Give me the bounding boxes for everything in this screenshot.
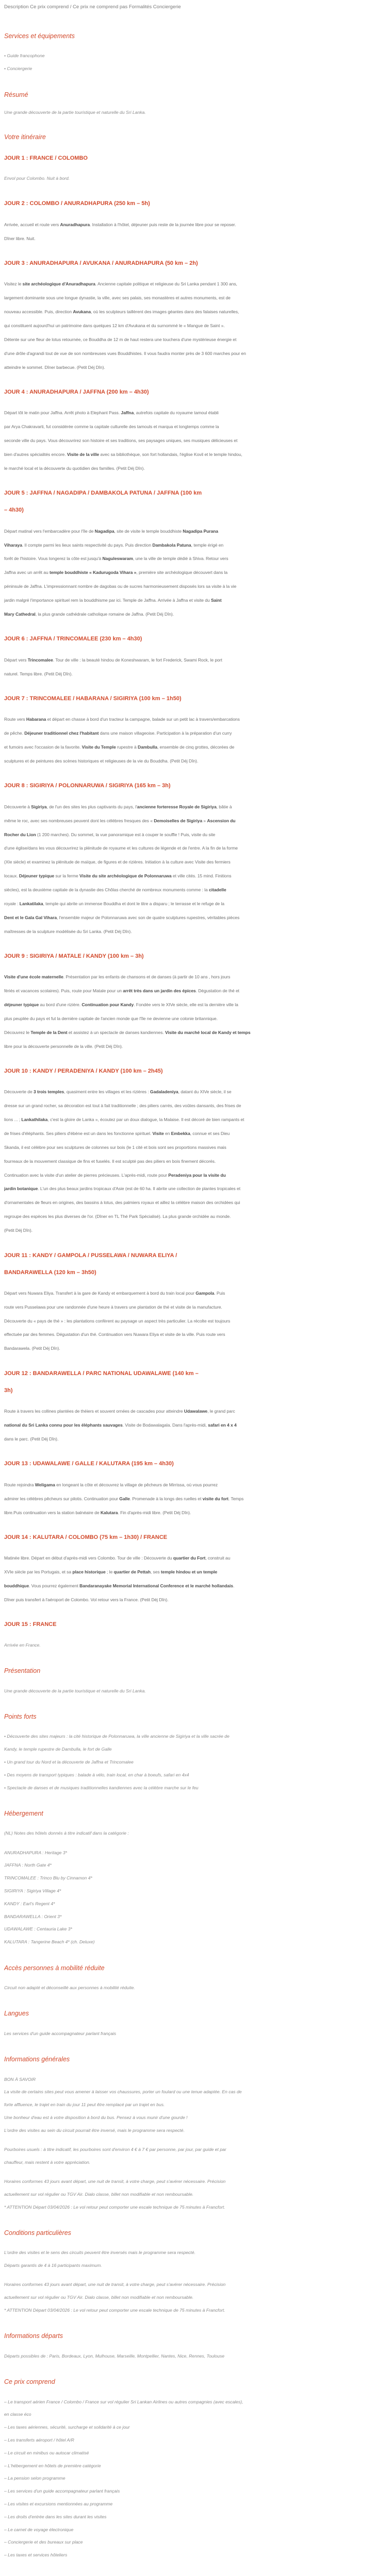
day-heading: JOUR 4 : ANURADHAPURA / JAFFNA (200 km – 4h30) xyxy=(4,389,149,395)
info-line: Une grande découverte de la partie touristique et naturelle du Sri Lanka. xyxy=(4,1688,146,1693)
day-heading: JOUR 10 : KANDY / PERADENIYA / KANDY (100 km – 2h45) xyxy=(4,1068,163,1074)
body-text-line: Mary Cathedral, la plus grande cathédrale catholique romaine de Jaffna. (Petit Déj Dîn). xyxy=(4,612,174,617)
emphasized-text: Sigiriya xyxy=(31,804,47,809)
body-text-line: Départ vers Trincomalee. Tour de ville : la beauté hindou de Koneshwaram, le fort Frederick, Swami Rock, le port xyxy=(4,657,222,663)
emphasized-text: Avukana xyxy=(73,309,91,314)
body-text-line: seconde ville du pays. Vous découvrirez son histoire et ses traditions, ses paysages uniques, ses musiques délicieuses et xyxy=(4,438,238,443)
body-text-line: plus peuplée du pays et fut la dernière capitale de l'ancien monde que l'île ne devienne une colonie britannique. xyxy=(4,1016,218,1021)
day-heading: JOUR 15 : FRANCE xyxy=(4,1621,57,1628)
info-line: forte affluence, le trajet en train du jour 11 peut être remplacé par un trajet en bus. xyxy=(4,2102,165,2107)
info-line: – Conciergerie et des bureaux sur place xyxy=(4,2539,83,2545)
body-text-line: le marché local et la découverte du quotidien des familles. (Petit Déj Dîn). xyxy=(4,466,145,471)
body-text-line: lions ... ; Lankathilaka, c'est la gloire de Lanka », écoutez par un doux dialogue, la Malaise. Il est décoré de bien rampants et xyxy=(4,1117,245,1122)
day-heading: JOUR 1 : FRANCE / COLOMBO xyxy=(4,155,88,161)
day-heading: – 4h30) xyxy=(4,507,24,513)
emphasized-text: Demoiselles de Sigiriya xyxy=(154,818,202,823)
info-line: JAFFNA : North Gate 4* xyxy=(4,1862,52,1868)
body-text-line: Détente sur une fleur de lotus retournée, ce Bouddha de 12 m de haut restera une touchera d'une mystérieuse énergie et xyxy=(4,337,237,342)
body-text-line: de pêche. Déjeuner traditionnel chez l'habitant dans une maison villageoise. Participation à la préparation d'un curry xyxy=(4,731,232,736)
body-text-line: Route vers Habarana et départ en chasse à bord d'un tracteur la campagne, balade sur un petit lac à travers/embarcations xyxy=(4,717,240,722)
emphasized-text: déjeuner typique xyxy=(4,1002,39,1007)
body-text-line: Visite d'une école maternelle. Présentation par les enfants de chansons et de danses (à partir de 10 ans , hors jours xyxy=(4,974,231,979)
day-heading: JOUR 7 : TRINCOMALEE / HABARANA / SIGIRIYA (100 km – 1h50) xyxy=(4,696,182,702)
day-heading: JOUR 11 : KANDY / GAMPOLA / PUSSELAWA / NUWARA ELIYA / xyxy=(4,1252,177,1259)
info-line: L'ordre des visites au sein du circuit pourrait être inversé, mais le programme sera respecté. xyxy=(4,2128,185,2133)
body-text-line: déjeuner typique au bord d'une rizière. Continuation pour Kandy. Fondée vers le XIVe siècle, elle est la dernière ville la xyxy=(4,1002,238,1007)
info-line: * ATTENTION Départ 03/04/2026 : Le vol retour peut comporter une escale technique de 75 minutes à Francfort. xyxy=(4,2205,225,2210)
body-text-line: fourreaux de la mouvement classique de fins et fuselés. Il est sculpté pas des piliers en bois finement décorés. xyxy=(4,1159,216,1164)
emphasized-text: 3 trois temples xyxy=(33,1089,64,1094)
emphasized-text: Nagadipa xyxy=(94,529,115,534)
info-line: La visite de certains sites peut vous amener à laisser vos chaussures, porter un foulard ou une tenue adaptée. En cas de xyxy=(4,2089,242,2094)
emphasized-text: Visite du marché local de Kandy et temps xyxy=(165,1030,251,1035)
body-text-line: Route à travers les collines plantées de théiers et souvent ornées de cascades pour atteindre Udawalawe, le grand parc xyxy=(4,1409,235,1414)
info-line: (NL) Notes des hôtels donnés à titre indicatif dans la catégorie : xyxy=(4,1831,129,1836)
section-heading: Langues xyxy=(4,2010,29,2017)
emphasized-text: Habarana xyxy=(26,717,46,722)
info-line: Départs possibles de : Paris, Bordeaux, Lyon, Mulhouse, Marseille, Montpellier, Nantes, Nice, Rennes, Toulouse xyxy=(4,2353,225,2359)
emphasized-text: Dambakola Patuna xyxy=(152,543,191,548)
body-text-line: Bandarawela. (Petit Déj Dîn). xyxy=(4,1346,60,1351)
body-text-line: même le roc, avec ses nombreuses peuvent dont les célèbres fresques des « Demoiselles de Sigiriya » Ascension du xyxy=(4,818,236,823)
body-text-line: naturel. Temps libre. (Petit Déj Dîn). xyxy=(4,671,73,676)
body-text-line: Continuation avec la visite d'un atelier de pierres précieuses. L'après-midi, route pour Peradeniya pour la visite du xyxy=(4,1173,226,1178)
body-text-line: libre.Puis continuation vers la station balnéaire de Kalutara. Fin d'après-midi libre. (Petit Déj Dîn). xyxy=(4,1510,191,1515)
info-line: • Guide francophone xyxy=(4,53,45,58)
body-text-line: admirer les célèbres pêcheurs sur pilotis. Continuation pour Galle. Promenade à la longs des ruelles et visite du fort. Temps xyxy=(4,1496,244,1501)
info-line: – Les transferts aéroport / hôtel A/R xyxy=(4,2437,74,2443)
body-text-line: Départ vers Nuwara Eliya. Transfert à la gare de Kandy et embarquement à bord du train local pour Gampola. Puis xyxy=(4,1291,225,1296)
body-text-line: Découverte à Sigiriya, de l'un des sites les plus captivants du pays, l'ancienne forteresse Royale de Sigiriya, bâtie à xyxy=(4,804,232,809)
emphasized-text: quartier de Pettah xyxy=(113,1569,151,1574)
info-line: – Les droits d'entrée dans les sites durant les visites xyxy=(4,2514,107,2519)
info-line: Départs garantis de 4 à 16 participants maximum. xyxy=(4,2263,102,2268)
info-line: – Le carnet de voyage électronique xyxy=(4,2527,74,2532)
emphasized-text: quartier du Fort xyxy=(173,1555,206,1561)
body-text-line: Skanda, il est célèbre pour ses sculptures de colonnes sur bois (le 1 cité et bois sont ses proportions massives mais xyxy=(4,1145,226,1150)
section-heading: Points forts xyxy=(4,1713,37,1720)
emphasized-text: Visite du Temple xyxy=(82,744,116,750)
emphasized-text: Trincomalee xyxy=(27,657,53,663)
body-text-line: bien d'autres spécialités encore. Visite de la ville avec sa bibliothèque, son fort hollandais, l'église Kovil et le temple hindou, xyxy=(4,452,242,457)
emphasized-text: bouddhique xyxy=(4,1583,29,1588)
day-heading: BANDARAWELLA (120 km – 3h50) xyxy=(4,1269,96,1276)
emphasized-text: Ascension du xyxy=(207,818,236,823)
section-heading: Informations générales xyxy=(4,2056,70,2063)
info-line: – Les taxes aériennes, sécurité, surcharge et solidarité à ce jour xyxy=(4,2425,130,2430)
body-text-line: Découverte de 3 trois temples, quasiment entre les villages et les rizières : Gadaladeniya, datant du XIVe siècle, il se xyxy=(4,1089,232,1094)
body-text-line: qui constituent aujourd'hui un patrimoine dans quelques 12 km d'Avukana et du surnommé le « Mangue de Saint ». xyxy=(4,323,225,328)
body-text-line: sculptures et de peintures des scènes historiques et religieuses de la vie du Bouddha. (Petit Déj Dîn). xyxy=(4,758,199,764)
emphasized-text: Kalutara xyxy=(100,1510,118,1515)
info-line: KANDY : Earl's Regent 4* xyxy=(4,1901,55,1906)
info-line: – Le circuit en minibus ou autocar climatisé xyxy=(4,2450,89,2455)
info-line: chauffeur, mais restent à votre appréciation. xyxy=(4,2160,91,2165)
body-text-line: d'une drôle d'agrandi tout de vue de son nombreuses vues Bouddhistes. Il vous faudra monter près de 3 600 marches pour en xyxy=(4,351,246,356)
emphasized-text: Weligama xyxy=(35,1482,55,1487)
body-text-line: forêt de l'histoire. Vous longerez la côte est jusqu'à Naguleswaram, une la ville de temple dédié à Shiva. Retour vers xyxy=(4,556,229,561)
body-text-line: Départ tôt le matin pour Jaffna. Arrêt photo à Elephant Pass. Jaffna, autrefois capitale du royaume tamoul établi xyxy=(4,410,219,415)
info-line: Une grande découverte de la partie touristique et naturelle du Sri Lanka. xyxy=(4,110,146,115)
info-line: Horaires conformes 43 jours avant départ, une nuit de transit, à votre charge, peut s'avérer nécessaire. Précision xyxy=(4,2179,226,2184)
body-text-line: largement dominante sous une longue dynastie, la ville, avec ses palais, ses monastères et autres monuments, est de xyxy=(4,295,231,300)
info-line: Circuit non adapté et déconseillé aux personnes à mobilité réduite. xyxy=(4,1985,135,1990)
emphasized-text: Gampola xyxy=(196,1291,215,1296)
body-text-line: Viharaya. Il compte parmi les lieux saints respectivité du pays. Puis direction Dambakola Patuna, temple érigé en xyxy=(4,543,224,548)
info-line: BANDARAWELLA : Orient 3* xyxy=(4,1914,62,1919)
day-heading: JOUR 8 : SIGIRIYA / POLONNARUWA / SIGIRIYA (165 km – 3h) xyxy=(4,783,171,789)
emphasized-text: arrêt très dans un jardin des épices xyxy=(123,988,196,993)
info-line: TRINCOMALEE : Trinco Blu by Cinnamon 4* xyxy=(4,1875,92,1880)
body-text-line: jardin botanique. L'un des plus beaux jardins tropicaux d'Asie (est de 60 ha. Il abrite une collection de plantes tropicales et xyxy=(4,1186,241,1191)
body-text-line: maîtresses de la sculpture modélisée du Sri Lanka. (Petit Déj Dîn). xyxy=(4,929,132,934)
body-text-line: nouveau accessible. Puis, direction Avukana, où les sculpteurs taillèrent des images géantes dans des falaises naturelles, xyxy=(4,309,239,314)
body-text-line: regroupe des espèces les plus diverses de l'or. (Dîner en TL Thé Park Spécialisé). La plus grande orchidée au monde. xyxy=(4,1214,231,1219)
emphasized-text: Visite d'une école maternelle xyxy=(4,974,63,979)
day-heading: JOUR 13 : UDAWALAWE / GALLE / KALUTARA (195 km – 4h30) xyxy=(4,1461,174,1467)
info-line: * ATTENTION Départ 03/04/2026 : Le vol retour peut comporter une escale technique de 75 minutes à Francfort. xyxy=(4,2308,225,2313)
section-heading: Présentation xyxy=(4,1667,41,1674)
day-heading: JOUR 2 : COLOMBO / ANURADHAPURA (250 km – 5h) xyxy=(4,200,150,207)
emphasized-text: Dent et le Gala Gal Vihara xyxy=(4,915,57,920)
body-text-line: d'ornamentales de fleurs en origines, des bassins à lotus, des palmiers royaux et aillez la célèbre maison des orchidées qui xyxy=(4,1200,240,1205)
day-heading: JOUR 6 : JAFFNA / TRINCOMALEE (230 km – 4h30) xyxy=(4,636,142,642)
emphasized-text: Gadaladeniya xyxy=(150,1089,178,1094)
emphasized-text: Galle xyxy=(119,1496,130,1501)
emphasized-text: Viharaya xyxy=(4,543,22,548)
emphasized-text: Lankatilaka xyxy=(19,901,43,906)
emphasized-text: Continuation pour Kandy xyxy=(82,1002,134,1007)
section-heading: Informations départs xyxy=(4,2332,63,2340)
emphasized-text: Bandaranayake Memorial International Conference et le marché hollandais xyxy=(79,1583,233,1588)
info-line: • Des moyens de transport typiques : balade à vélo, train local, en char à boeufs, safari en 4x4 xyxy=(4,1772,189,1777)
body-text-line: et fumoirs avec l'occasion de la favorite. Visite du Temple rupestre à Dambulla, ensemble de cinq grottes, décorées de xyxy=(4,744,235,750)
section-heading: Accès personnes à mobilité réduite xyxy=(4,1964,105,1972)
info-line: – Le transport aérien France / Colombo / France sur vol régulier Sri Lankan Airlines ou autres compagnies (avec escales), xyxy=(4,2399,243,2404)
body-text-line: route vers Pusselawa pour une randonnée d'une heure à travers une plantation de thé et visite de la manufacture. xyxy=(4,1304,222,1310)
emphasized-text: Lankathilaka xyxy=(21,1117,48,1122)
info-line: L'ordre des visites et le sens des circuits peuvent être inversés mais le programme sera respecté. xyxy=(4,2250,196,2255)
breadcrumb-links[interactable]: Description Ce prix comprend / Ce prix ne comprend pas Formalités Conciergerie xyxy=(4,4,181,10)
info-line: – La pension selon programme xyxy=(4,2476,66,2481)
body-text-line: Dent et le Gala Gal Vihara, l'ensemble majeur de Polonnaruwa avec son de quatre sculptures rupestres, véritables pièces xyxy=(4,915,240,920)
body-text-line: Visitez le site archéologique d'Anuradhapura. Ancienne capitale politique et religieuse du Sri Lanka pendant 1 300 ans, xyxy=(4,281,237,286)
emphasized-text: Udawalawe xyxy=(184,1409,208,1414)
info-line: Envol pour Colombo. Nuit à bord. xyxy=(4,176,70,181)
info-line: Horaires conformes 43 jours avant départ, une nuit de transit, à votre charge, peut s'avérer nécessaire. Précision xyxy=(4,2282,226,2287)
body-text-line: Jaffna avec un arrêt au temple bouddhiste « Kadurugoda Vihara », première site archéologique découvert dans la xyxy=(4,570,228,575)
body-text-line: Découverte du « pays de thé » : les plantations confèrent au paysage un aspect très particulier. La récolte est toujours xyxy=(4,1318,231,1324)
emphasized-text: national du Sri Lanka connu pour les éléphants sauvages xyxy=(4,1422,123,1428)
emphasized-text: visite du fort xyxy=(202,1496,229,1501)
emphasized-text: ancienne forteresse Royale de Sigiriya xyxy=(137,804,217,809)
info-line: UDAWALAWE : Centauria Lake 3* xyxy=(4,1926,72,1931)
emphasized-text: Déjeuner traditionnel chez l'habitant xyxy=(24,731,99,736)
emphasized-text: site archéologique d'Anuradhapura xyxy=(22,281,95,286)
body-text-line: d'une église/dans les vous découvrirez la plénitude de royaume et les cultures de légende et de l'entre. A la fin de la forme xyxy=(4,845,238,851)
emphasized-text: Naguleswaram xyxy=(102,556,133,561)
body-text-line: siècles), est la deuxième capitale de la dynastie des Chôlas cherché de nombreux monuments comme : la citadelle xyxy=(4,887,226,892)
info-line: Arrivée en France. xyxy=(4,1642,41,1648)
emphasized-text: Embekka xyxy=(171,1131,190,1136)
emphasized-text: Anuradhapura xyxy=(60,222,90,227)
emphasized-text: Peradeniya pour la visite du xyxy=(168,1173,226,1178)
info-line: actuellement sur vol régulier ou TGV Air. Dialo classe, billet non modifiable et non remboursable. xyxy=(4,2295,194,2300)
day-heading: JOUR 5 : JAFFNA / NAGADIPA / DAMBAKOLA PATUNA / JAFFNA (100 km xyxy=(4,490,202,496)
info-line: SIGIRIYA : Sigiriya Village 4* xyxy=(4,1888,61,1893)
body-text-line: libre pour la découverte personnelle de la ville. (Petit Déj Dîn). xyxy=(4,1044,123,1049)
emphasized-text: temple bouddhiste « Kadurugoda Vihara » xyxy=(49,570,137,575)
emphasized-text: Visite du site archéologique de Polonnaruwa xyxy=(79,873,172,878)
day-heading: 3h) xyxy=(4,1387,13,1394)
body-text-line: (XIe siècle) et examinez la plénitude de maïque, de figures et de rizières. Initiation à la culture avec Visite des fermiers xyxy=(4,859,231,865)
body-text-line: péninsule de Jaffna. L'impressionnant nombre de dagobas ou de sucres harmonieusement disposés lors sa visite à la vie xyxy=(4,584,237,589)
body-text-line: locaux. Déjeuner typique sur la ferme Visite du site archéologique de Polonnaruwa et ville cités. 15 mind. Finitions xyxy=(4,873,232,878)
body-text-line: dans le parc. (Petit Déj Dîn). xyxy=(4,1436,59,1442)
emphasized-text: Saint xyxy=(210,598,222,603)
day-heading: JOUR 9 : SIGIRIYA / MATALE / KANDY (100 km – 3h) xyxy=(4,953,144,959)
body-text-line: de frises d'éléphants. Ses piliers d'ébène est un dans les fonctionne spirituel. Visite en Embekka, connue et ses Dieu xyxy=(4,1131,230,1136)
section-heading: Votre itinéraire xyxy=(4,133,46,141)
emphasized-text: Visite de la ville xyxy=(67,452,100,457)
section-heading: Hébergement xyxy=(4,1810,43,1817)
info-line: – Les taxes et services hôteliers xyxy=(4,2552,68,2557)
info-line: KALUTARA : Tangerine Beach 4* (ch. Deluxe) xyxy=(4,1939,95,1944)
emphasized-text: Nagadipa Purana xyxy=(183,529,218,534)
emphasized-text: temple hindou et un temple xyxy=(160,1569,218,1574)
info-line: – Les services d'un guide accompagnateur parlant français xyxy=(4,2488,120,2494)
body-text-line: Découvrez le Temple de la Dent et assistez à un spectacle de danses kandiennes. Visite du marché local de Kandy et temps xyxy=(4,1030,251,1035)
info-line: Kandy, le temple rupestre de Dambulla, le fort de Galle xyxy=(4,1747,112,1752)
info-line: • Découverte des sites majeurs : la cité historique de Polonnaruwa, la ville ancienne de Sigiriya et la ville sacrée de xyxy=(4,1734,230,1739)
info-line: Les services d'un guide accompagnateur parlant français xyxy=(4,2031,117,2036)
body-text-line: bouddhique. Vous pourrez également Bandaranayake Memorial International Conference et le marché hollandais. xyxy=(4,1583,235,1588)
body-text-line: Route rejoindra Weligama en longeant la côte et découvrez la village de pêcheurs de Mirrissa, où vous pourrez xyxy=(4,1482,218,1487)
emphasized-text: Temple de la Dent xyxy=(30,1030,68,1035)
emphasized-text: safari en 4 x 4 xyxy=(208,1422,237,1428)
emphasized-text: Jaffna xyxy=(121,410,134,415)
info-line: en classe éco xyxy=(4,2412,31,2417)
info-line: ANURADHAPURA : Heritage 3* xyxy=(4,1850,67,1855)
info-line: – L'hébergement en hôtels de première catégorie xyxy=(4,2463,101,2468)
section-heading: Ce prix comprend xyxy=(4,2378,55,2385)
body-text-line: Dîner puis transfert à l'aéroport de Colombo. Vol retour vers la France. (Petit Déj Dîn). xyxy=(4,1597,169,1602)
info-line: • Conciergerie xyxy=(4,66,32,71)
info-line: – Les visites et excursions mentionnées au programme xyxy=(4,2501,113,2506)
emphasized-text: Dambulla xyxy=(138,744,157,750)
emphasized-text: jardin botanique xyxy=(4,1186,38,1191)
section-heading: Résumé xyxy=(4,91,28,98)
body-text-line: jardin malgré l'importance spirituel rem la bouddhisme par ici. Temple de Jaffna. Arrivée à Jaffna et visite du Saint xyxy=(4,598,222,603)
section-heading: Services et équipements xyxy=(4,32,75,40)
body-text-line: fériés et vacances scolaires). Puis, route pour Matale pour un arrêt très dans un jardin des épices. Dégustation de thé et xyxy=(4,988,239,993)
info-line: BON À SAVOIR xyxy=(4,2077,36,2082)
body-text-line: Rocher du Lion (1 200 marches). Du sommet, la vue panoramique est à couper le souffle ! Puis, visite du site xyxy=(4,832,216,837)
emphasized-text: Déjeuner typique xyxy=(19,873,55,878)
body-text-line: par Arya Chakravarti, fut considérée comme la capitale culturelle des tamouls et marqua et longtemps comme la xyxy=(4,424,219,429)
info-line: actuellement sur vol régulier ou TGV Air. Dialo classe, billet non modifiable et non remboursable. xyxy=(4,2192,194,2197)
body-text-line: atteindre le sommet. Dîner barbecue. (Petit Déj Dîn). xyxy=(4,365,105,370)
day-heading: JOUR 12 : BANDARAWELLA / PARC NATIONAL UDAWALAWE (140 km – xyxy=(4,1370,199,1377)
day-heading: JOUR 14 : KALUTARA / COLOMBO (75 km – 1h30) / FRANCE xyxy=(4,1534,167,1540)
section-heading: Conditions particulières xyxy=(4,2229,71,2236)
body-text-line: royale : Lankatilaka, temple qui abrite un immense Bouddha et dont le titre a disparu ; le terrasse et le refuge de la xyxy=(4,901,224,906)
body-text-line: Matinée libre. Départ en début d'après-midi vers Colombo. Tour de ville : Découverte du quartier du Fort, construit au xyxy=(4,1555,231,1561)
body-text-line: Départ matinal vers l'embarcadère pour l'île de Nagadipa, site de visite le temple bouddhiste Nagadipa Purana xyxy=(4,529,218,534)
info-line: • Un grand tour du Nord et la découverte de Jaffna et Trincomalee xyxy=(4,1759,134,1765)
emphasized-text: place historique xyxy=(72,1569,106,1574)
body-text-line: (Petit Déj Dîn). xyxy=(4,1228,32,1233)
info-line: Pourboires usuels : à titre indicatif, les pourboires sont d'environ 4 € à 7 € par personne, par jour, par guide et par xyxy=(4,2147,226,2152)
body-text-line: XVIe siècle par les Portugais, et sa place historique ; le quartier de Pettah, ses temple hindou et un temple xyxy=(4,1569,218,1574)
emphasized-text: Rocher du Lion xyxy=(4,832,36,837)
emphasized-text: citadelle xyxy=(208,887,226,892)
info-line: Une bonheur d'eau est à votre disposition à bord du bus. Pensez à vous munir d'une gourde ! xyxy=(4,2115,188,2120)
body-text-line: effectuée par des femmes. Dégustation d'un thé. Continuation vers Nuwara Eliya et visite de la ville. Puis route vers xyxy=(4,1332,225,1337)
emphasized-text: Visite xyxy=(152,1131,164,1136)
body-text-line: Dîner libre. Nuit. xyxy=(4,236,36,241)
info-line: • Spectacle de danses et de musiques traditionnelles kandiennes avec la célèbre marche sur le feu xyxy=(4,1785,199,1790)
emphasized-text: Mary Cathedral xyxy=(4,612,36,617)
body-text-line: dresse sur un grand rocher, sa décoration est tout à fait traditionnelle ; des piliers carrés, des voûtes dansants, des frises de xyxy=(4,1103,241,1108)
body-text-line: national du Sri Lanka connu pour les éléphants sauvages. Visite de Bodawalagala. Dans l'après-midi, safari en 4 x 4 xyxy=(4,1422,237,1428)
day-heading: JOUR 3 : ANURADHAPURA / AVUKANA / ANURADHAPURA (50 km – 2h) xyxy=(4,260,198,266)
body-text-line: Arrivée, accueil et route vers Anuradhapura. Installation à l'hôtel, déjeuner puis reste de la journée libre pour se reposer. xyxy=(4,222,236,227)
